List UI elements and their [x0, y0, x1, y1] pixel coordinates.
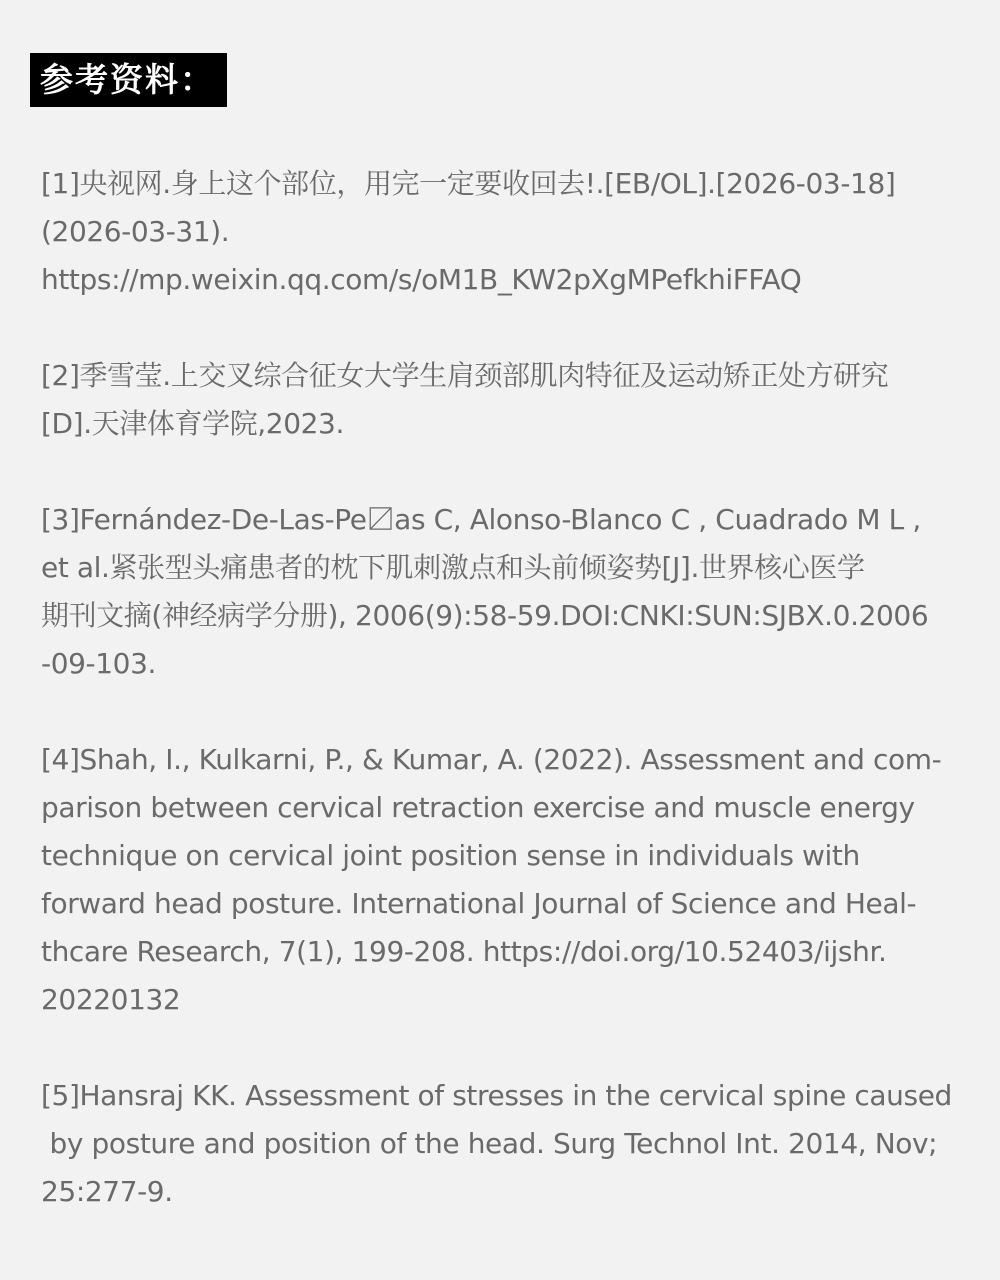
reference-line: by posture and position of the head. Surg Technol Int. 2014, Nov; [41, 1127, 938, 1160]
reference-item-5 [41, 1072, 959, 1216]
reference-line: [2]季雪莹.上交叉综合征女大学生肩颈部肌肉特征及运动矫正处方研究 [41, 359, 889, 392]
reference-line: [D].天津体育学院,2023. [41, 407, 344, 440]
reference-line: 25:277-9. [41, 1175, 173, 1208]
reference-item-3 [41, 496, 959, 688]
reference-line: [3]Fernández-De-Las-Pe〼as C, Alonso-Blanco C , Cuadrado M L , [41, 503, 921, 536]
reference-line: technique on cervical joint position sense in individuals with [41, 839, 860, 872]
reference-line: et al.紧张型头痛患者的枕下肌刺激点和头前倾姿势[J].世界核心医学 [41, 551, 865, 584]
reference-line: -09-103. [41, 647, 156, 680]
references-heading: 参考资料： [30, 53, 227, 107]
reference-line: [1]央视网.身上这个部位，用完一定要收回去!.[EB/OL].[2026-03-18] [41, 167, 896, 200]
reference-item-2 [41, 352, 959, 448]
reference-line: (2026-03-31). [41, 215, 230, 248]
reference-item-4 [41, 736, 959, 1024]
reference-list [41, 160, 959, 1216]
reference-link[interactable]: https://mp.weixin.qq.com/s/oM1B_KW2pXgMPefkhiFFAQ [41, 263, 802, 296]
reference-line: [5]Hansraj KK. Assessment of stresses in the cervical spine caused [41, 1079, 952, 1112]
reference-line: forward head posture. International Journal of Science and Heal- [41, 887, 917, 920]
reference-item-1 [41, 160, 959, 304]
reference-link[interactable]: thcare Research, 7(1), 199-208. https://doi.org/10.52403/ijshr. [41, 935, 887, 968]
reference-line: 期刊文摘(神经病学分册), 2006(9):58-59.DOI:CNKI:SUN:SJBX.0.2006 [41, 599, 929, 632]
reference-link[interactable]: 20220132 [41, 983, 181, 1016]
reference-line: parison between cervical retraction exercise and muscle energy [41, 791, 915, 824]
reference-line: [4]Shah, I., Kulkarni, P., & Kumar, A. (2022). Assessment and com- [41, 743, 942, 776]
